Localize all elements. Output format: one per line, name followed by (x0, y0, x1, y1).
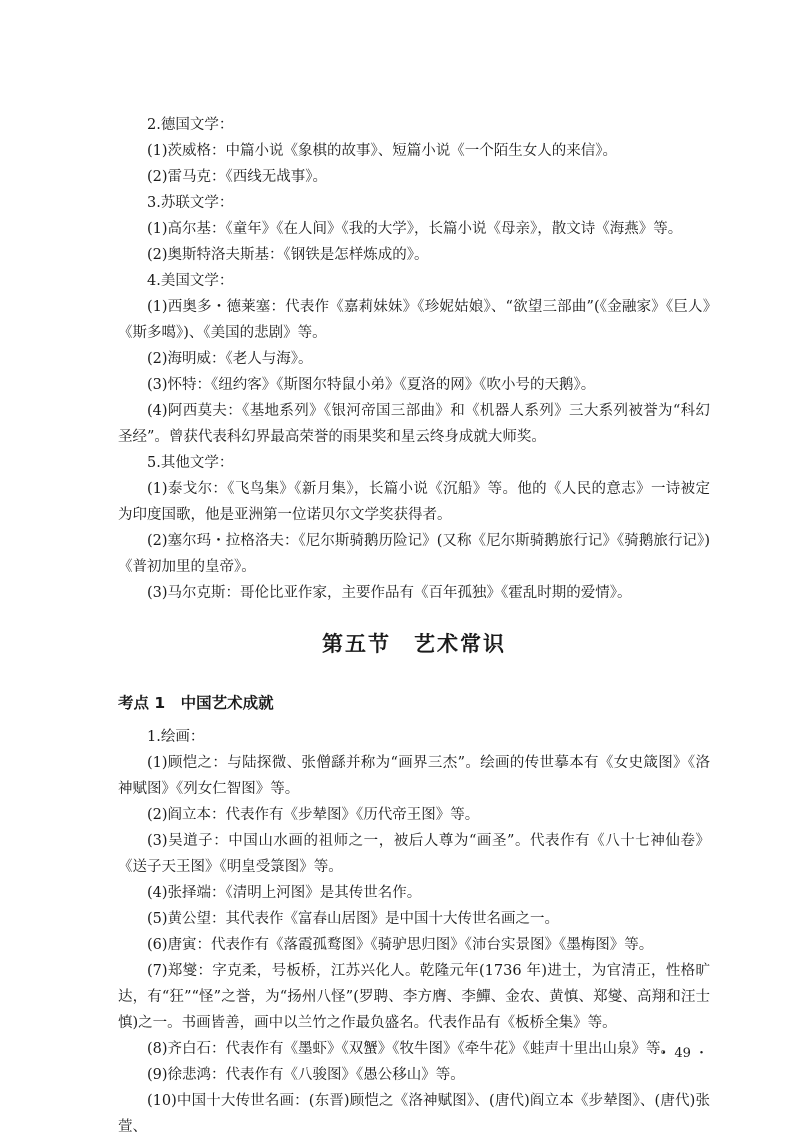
paragraph: (2)雷马克：《西线无战事》。 (147, 169, 328, 185)
page-content (118, 112, 710, 1140)
paragraph: 2.德国文学： (147, 117, 234, 133)
paragraph: (9)徐悲鸿：代表作有《八骏图》《愚公移山》等。 (147, 1067, 465, 1083)
paragraph: (5)黄公望：其代表作《富春山居图》是中国十大传世名画之一。 (147, 911, 560, 927)
paragraph: (1)西奥多・德莱塞：代表作《嘉莉妹妹》《珍妮姑娘》、“欲望三部曲”(《金融家》《巨人》《斯多噶》)、《美国的悲剧》等。 (118, 299, 710, 341)
paragraph: (2)奥斯特洛夫斯基：《钢铁是怎样炼成的》。 (147, 247, 429, 263)
paragraph: (3)马尔克斯：哥伦比亚作家，主要作品有《百年孤独》《霍乱时期的爱情》。 (147, 585, 632, 601)
section-title: 第五节 艺术常识 (322, 632, 506, 656)
paragraph: (2)阎立本：代表作有《步辇图》《历代帝王图》等。 (147, 807, 480, 823)
paragraph: (7)郑燮：字克柔，号板桥，江苏兴化人。乾隆元年(1736 年)进士，为官清正，性格旷达，有“狂”“怪”之誉，为“扬州八怪”(罗聘、李方膺、李鱓、金农、黄慎、郑燮、高翔和汪士慎)之一。书画皆善，画中以兰竹之作最负盛名。代表作品有《板桥全集》等。 (118, 963, 710, 1031)
paragraph: (3)怀特：《纽约客》《斯图尔特鼠小弟》《夏洛的网》《吹小号的天鹅》。 (147, 377, 596, 393)
paragraph: (2)海明威：《老人与海》。 (147, 351, 313, 367)
paragraph: (3)吴道子：中国山水画的祖师之一，被后人尊为“画圣”。代表作有《八十七神仙卷》《送子天王图》《明皇受箓图》等。 (118, 833, 710, 875)
paragraph: (1)高尔基：《童年》《在人间》《我的大学》，长篇小说《母亲》，散文诗《海燕》等。 (147, 221, 683, 237)
page-number: ・ 49 ・ (657, 1046, 708, 1061)
paragraph: (1)茨威格：中篇小说《象棋的故事》、短篇小说《一个陌生女人的来信》。 (147, 143, 618, 159)
paragraph: 1.绘画： (147, 729, 205, 745)
paragraph: (6)唐寅：代表作有《落霞孤鹜图》《骑驴思归图》《沛台实景图》《墨梅图》等。 (147, 937, 654, 953)
paragraph: (4)张择端：《清明上河图》是其传世名作。 (147, 885, 422, 901)
paragraph: (4)阿西莫夫：《基地系列》《银河帝国三部曲》和《机器人系列》三大系列被誉为“科幻圣经”。曾获代表科幻界最高荣誉的雨果奖和星云终身成就大师奖。 (118, 403, 710, 445)
paragraph: 4.美国文学： (147, 273, 234, 289)
paragraph: 5.其他文学： (147, 455, 234, 471)
paragraph: 3.苏联文学： (147, 195, 234, 211)
paragraph: (1)顾恺之：与陆探微、张僧繇并称为“画界三杰”。绘画的传世摹本有《女史箴图》《洛神赋图》《列女仁智图》等。 (118, 755, 710, 797)
kaodian-heading: 考点 1 中国艺术成就 (118, 694, 274, 712)
paragraph: (2)塞尔玛・拉格洛夫：《尼尔斯骑鹅历险记》(又称《尼尔斯骑鹅旅行记》《骑鹅旅行记》)《普初加里的皇帝》。 (118, 533, 710, 575)
paragraph: (1)泰戈尔：《飞鸟集》《新月集》，长篇小说《沉船》等。他的《人民的意志》一诗被定为印度国歌，他是亚洲第一位诺贝尔文学奖获得者。 (118, 481, 710, 523)
paragraph: (10)中国十大传世名画：(东晋)顾恺之《洛神赋图》、(唐代)阎立本《步辇图》、(唐代)张萱、 (118, 1093, 710, 1135)
paragraph: (8)齐白石：代表作有《墨虾》《双蟹》《牧牛图》《牵牛花》《蛙声十里出山泉》等。 (147, 1041, 676, 1057)
